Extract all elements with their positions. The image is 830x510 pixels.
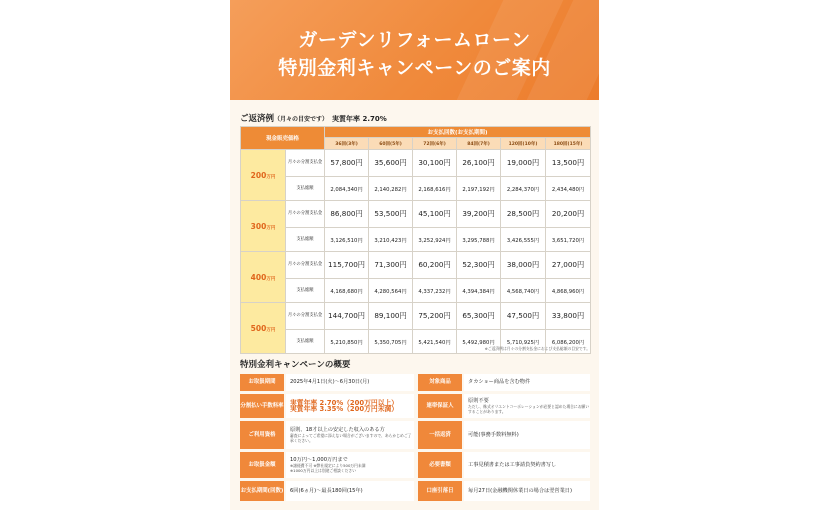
monthly-payment-cell: 33,800円: [546, 303, 591, 330]
title-line-2: 特別金利キャンペーンのご案内: [278, 57, 551, 79]
monthly-payment-cell: 28,500円: [501, 201, 546, 228]
fee-rate-label: 分割払い手数料率: [240, 394, 284, 418]
overview-heading: 特別金利キャンペーンの概要: [240, 360, 351, 370]
total-payment-cell: 3,651,720円: [546, 228, 591, 252]
total-payment-cell: 3,252,924円: [413, 228, 457, 252]
total-payment-cell: 2,084,340円: [325, 177, 369, 201]
total-payment-cell: 3,210,423円: [369, 228, 413, 252]
total-label: 支払総額: [286, 330, 325, 354]
total-payment-cell: 5,350,705円: [369, 330, 413, 354]
total-label: 支払総額: [286, 279, 325, 303]
total-payment-cell: 5,210,850円: [325, 330, 369, 354]
monthly-label: 月々の分割支払金: [286, 201, 325, 228]
lump-sum-value: 可能(事務手数料無料): [464, 421, 590, 449]
corner-header: 現金販売価格: [241, 127, 325, 150]
payment-count-label: お支払期間(回数): [240, 481, 284, 501]
title-banner: [230, 0, 599, 100]
column-header: 36回(3年): [325, 138, 369, 150]
monthly-label: 月々の分割支払金: [286, 150, 325, 177]
total-payment-cell: 3,426,555円: [501, 228, 546, 252]
debit-date-value: 毎月27日(金融機関休業日の場合は翌営業日): [464, 481, 590, 501]
documents-label: 必要書類: [418, 452, 462, 478]
monthly-payment-cell: 52,300円: [457, 252, 501, 279]
flyer: [230, 0, 599, 510]
lump-sum-label: 一括返済: [418, 421, 462, 449]
payment-count-value: 6回(6ヵ月)〜最長180回(15年): [286, 481, 414, 501]
documents-value: 工事見積書または工事請負契約書写し: [464, 452, 590, 478]
column-header: 120回(10年): [501, 138, 546, 150]
total-payment-cell: 3,295,788円: [457, 228, 501, 252]
monthly-payment-cell: 20,200円: [546, 201, 591, 228]
monthly-payment-cell: 13,500円: [546, 150, 591, 177]
repayment-table: [240, 126, 591, 354]
target-value: タカショー商品を含む物件: [464, 374, 590, 391]
total-payment-cell: 4,337,232円: [413, 279, 457, 303]
table-note: ※ご返済例は月々の分割支払金におよび支払総額の目安です。: [484, 346, 590, 351]
monthly-payment-cell: 86,800円: [325, 201, 369, 228]
monthly-payment-cell: 53,500円: [369, 201, 413, 228]
column-header: 60回(5年): [369, 138, 413, 150]
monthly-label: 月々の分割支払金: [286, 303, 325, 330]
monthly-payment-cell: 144,700円: [325, 303, 369, 330]
debit-date-label: 口座引落日: [418, 481, 462, 501]
monthly-payment-cell: 65,300円: [457, 303, 501, 330]
total-label: 支払総額: [286, 177, 325, 201]
title-line-1: ガーデンリフォームローン: [298, 29, 531, 51]
period-label: お取扱期間: [240, 374, 284, 391]
monthly-payment-cell: 115,700円: [325, 252, 369, 279]
monthly-label: 月々の分割支払金: [286, 252, 325, 279]
total-payment-cell: 2,140,282円: [369, 177, 413, 201]
monthly-payment-cell: 27,000円: [546, 252, 591, 279]
monthly-payment-cell: 89,100円: [369, 303, 413, 330]
total-payment-cell: 4,568,740円: [501, 279, 546, 303]
column-header: 84回(7年): [457, 138, 501, 150]
monthly-payment-cell: 57,800円: [325, 150, 369, 177]
monthly-payment-cell: 19,000円: [501, 150, 546, 177]
total-payment-cell: 2,284,370円: [501, 177, 546, 201]
loan-amount-cell: 500万円: [241, 303, 286, 354]
total-payment-cell: 2,168,616円: [413, 177, 457, 201]
total-payment-cell: 5,710,925円: [501, 330, 546, 354]
guarantor-label: 連帯保証人: [418, 394, 462, 418]
monthly-payment-cell: 38,000円: [501, 252, 546, 279]
monthly-payment-cell: 47,500円: [501, 303, 546, 330]
guarantor-value: 原則不要 ただし、株式オリエントコーポレーションが必要と認めた場合にお願いすることがあります。: [464, 394, 590, 418]
loan-amount-cell: 200万円: [241, 150, 286, 201]
repayment-heading: ご返済例（月々の目安です） 実質年率 2.70%: [240, 114, 387, 124]
column-header: 72回(6年): [413, 138, 457, 150]
loan-amount-cell: 400万円: [241, 252, 286, 303]
monthly-payment-cell: 45,100円: [413, 201, 457, 228]
total-payment-cell: 6,086,200円: [546, 330, 591, 354]
monthly-payment-cell: 60,200円: [413, 252, 457, 279]
target-label: 対象商品: [418, 374, 462, 391]
monthly-payment-cell: 26,100円: [457, 150, 501, 177]
eligibility-label: ご利用資格: [240, 421, 284, 449]
total-payment-cell: 4,394,384円: [457, 279, 501, 303]
total-payment-cell: 4,280,564円: [369, 279, 413, 303]
total-label: 支払総額: [286, 228, 325, 252]
period-value: 2025年4月1日(火)〜6月30日(月): [286, 374, 414, 391]
total-payment-cell: 5,421,540円: [413, 330, 457, 354]
monthly-payment-cell: 39,200円: [457, 201, 501, 228]
total-payment-cell: 2,434,480円: [546, 177, 591, 201]
column-header: 180回(15年): [546, 138, 591, 150]
monthly-payment-cell: 71,300円: [369, 252, 413, 279]
total-payment-cell: 4,868,960円: [546, 279, 591, 303]
amount-value: 10万円〜1,000万円まで ※諸経費不可 ※弊社規定により500万円未満 ※1000万円以上は別途ご相談ください: [286, 452, 414, 478]
total-payment-cell: 4,168,680円: [325, 279, 369, 303]
monthly-payment-cell: 75,200円: [413, 303, 457, 330]
total-payment-cell: 2,197,192円: [457, 177, 501, 201]
group-header: お支払回数(お支払期間): [325, 127, 591, 138]
total-payment-cell: 3,126,510円: [325, 228, 369, 252]
monthly-payment-cell: 30,100円: [413, 150, 457, 177]
loan-amount-cell: 300万円: [241, 201, 286, 252]
fee-rate-value: 実質年率 2.70%（200万円以上） 実質年率 3.35%（200万円未満）: [286, 394, 414, 418]
eligibility-value: 原則、18才以上の安定した収入のある方 審査によってご希望に添えない場合がございますので、あらかじめご了承ください。: [286, 421, 414, 449]
amount-label: お取扱金額: [240, 452, 284, 478]
monthly-payment-cell: 35,600円: [369, 150, 413, 177]
total-payment-cell: 5,492,980円: [457, 330, 501, 354]
